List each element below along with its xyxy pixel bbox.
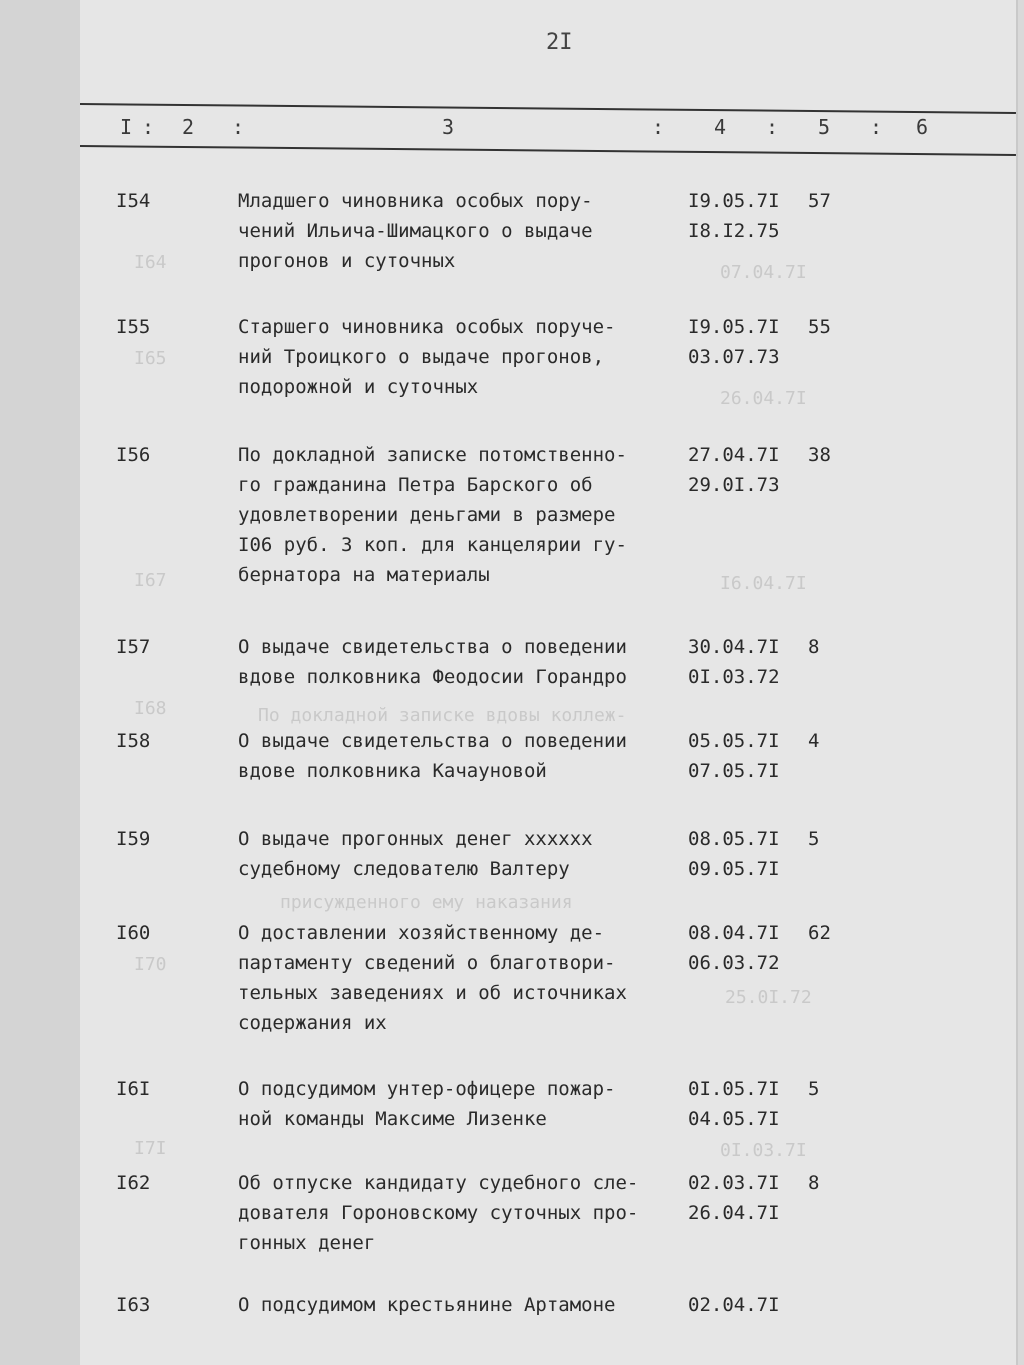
bleed-through-date: I6.04.7I (720, 573, 807, 594)
entry-dates: 02.03.7I 26.04.7I (688, 1172, 780, 1224)
bleed-through-date: 07.04.7I (720, 262, 807, 283)
entry-dates: 02.04.7I (688, 1294, 780, 1316)
entry-number: I58 (116, 730, 151, 752)
entry-sheet-count: 5 (808, 828, 820, 850)
entry-sheet-count: 38 (808, 444, 831, 466)
entry-description: О выдаче свидетельства о поведении вдове полковника Феодосии Горандро (238, 636, 627, 688)
bleed-through-number: I70 (134, 954, 167, 975)
entry-sheet-count: 57 (808, 190, 831, 212)
bleed-through-number: I7I (134, 1138, 167, 1159)
register-entry (116, 186, 916, 286)
entry-description: О выдаче прогонных денег xxxxxx судебному следователю Валтеру (238, 828, 593, 880)
column-separator: : (142, 115, 155, 139)
register-entry (116, 824, 916, 888)
entry-dates: 0I.05.7I 04.05.7I (688, 1078, 780, 1130)
entry-dates: 30.04.7I 0I.03.72 (688, 636, 780, 688)
column-separator: : (232, 115, 245, 139)
entry-number: I63 (116, 1294, 151, 1316)
document-page (80, 0, 1018, 1365)
bleed-through-number: I65 (134, 348, 167, 369)
bleed-through-date: 26.04.7I (720, 388, 807, 409)
entry-number: I62 (116, 1172, 151, 1194)
entry-description: О доставлении хозяйственному де- партаменту сведений о благотвори- тельных заведениях и об источниках содержания их (238, 922, 627, 1034)
register-entry (116, 726, 916, 790)
column-header-1: I (120, 115, 133, 139)
column-header-6: 6 (916, 115, 929, 139)
column-header-3: 3 (442, 115, 455, 139)
bleed-through-date: 0I.03.7I (720, 1140, 807, 1161)
entry-dates: 27.04.7I 29.0I.73 (688, 444, 780, 496)
entry-description: Старшего чиновника особых поруче- ний Троицкого о выдаче прогонов, подорожной и суточных (238, 316, 616, 398)
entry-sheet-count: 55 (808, 316, 831, 338)
entry-description: По докладной записке потомственно- го гражданина Петра Барского об удовлетворении деньгами в размере I06 руб. 3 коп. для канцелярии гу- бернатора на материалы (238, 444, 627, 586)
bleed-through-text: присужденного ему наказания (280, 892, 573, 913)
adjacent-page-edge (0, 0, 81, 1365)
entry-number: I6I (116, 1078, 151, 1100)
register-entry (116, 918, 916, 1042)
page-number: 2I (546, 30, 573, 55)
entry-number: I57 (116, 636, 151, 658)
entry-description: О выдаче свидетельства о поведении вдове полковника Качауновой (238, 730, 627, 782)
bleed-through-date: 25.0I.72 (725, 987, 812, 1008)
entry-dates: 08.04.7I 06.03.72 (688, 922, 780, 974)
entry-description: О подсудимом унтер-офицере пожар- ной команды Максиме Лизенке (238, 1078, 616, 1130)
entry-description: О подсудимом крестьянине Артамоне (238, 1294, 616, 1316)
entry-sheet-count: 62 (808, 922, 831, 944)
entry-number: I56 (116, 444, 151, 466)
entry-dates: 08.05.7I 09.05.7I (688, 828, 780, 880)
header-rule-bottom (80, 145, 1016, 156)
entry-sheet-count: 4 (808, 730, 820, 752)
entry-number: I60 (116, 922, 151, 944)
entry-sheet-count: 8 (808, 1172, 820, 1194)
column-separator: : (766, 115, 779, 139)
column-separator: : (652, 115, 665, 139)
register-entry (116, 632, 916, 696)
entry-number: I55 (116, 316, 151, 338)
column-header-5: 5 (818, 115, 831, 139)
entry-sheet-count: 5 (808, 1078, 820, 1100)
entry-description: Младшего чиновника особых пору- чений Ильича-Шимацкого о выдаче прогонов и суточных (238, 190, 593, 272)
register-entry (116, 1074, 916, 1138)
column-header-4: 4 (714, 115, 727, 139)
entry-dates: 05.05.7I 07.05.7I (688, 730, 780, 782)
bleed-through-number: I68 (134, 698, 167, 719)
bleed-through-number: I67 (134, 570, 167, 591)
register-entry (116, 1168, 916, 1262)
entry-dates: I9.05.7I 03.07.73 (688, 316, 780, 368)
register-entry (116, 312, 916, 412)
bleed-through-text: По докладной записке вдовы коллеж- (258, 705, 627, 726)
entry-number: I59 (116, 828, 151, 850)
entry-sheet-count: 8 (808, 636, 820, 658)
register-entry (116, 440, 916, 600)
column-header-2: 2 (182, 115, 195, 139)
bleed-through-number: I64 (134, 252, 167, 273)
entry-dates: I9.05.7I I8.I2.75 (688, 190, 780, 242)
entry-number: I54 (116, 190, 151, 212)
header-rule-top (80, 103, 1016, 114)
register-entry (116, 1290, 916, 1324)
column-separator: : (870, 115, 883, 139)
entry-description: Об отпуске кандидату судебного сле- дователя Гороновскому суточных про- гонных денег (238, 1172, 639, 1254)
